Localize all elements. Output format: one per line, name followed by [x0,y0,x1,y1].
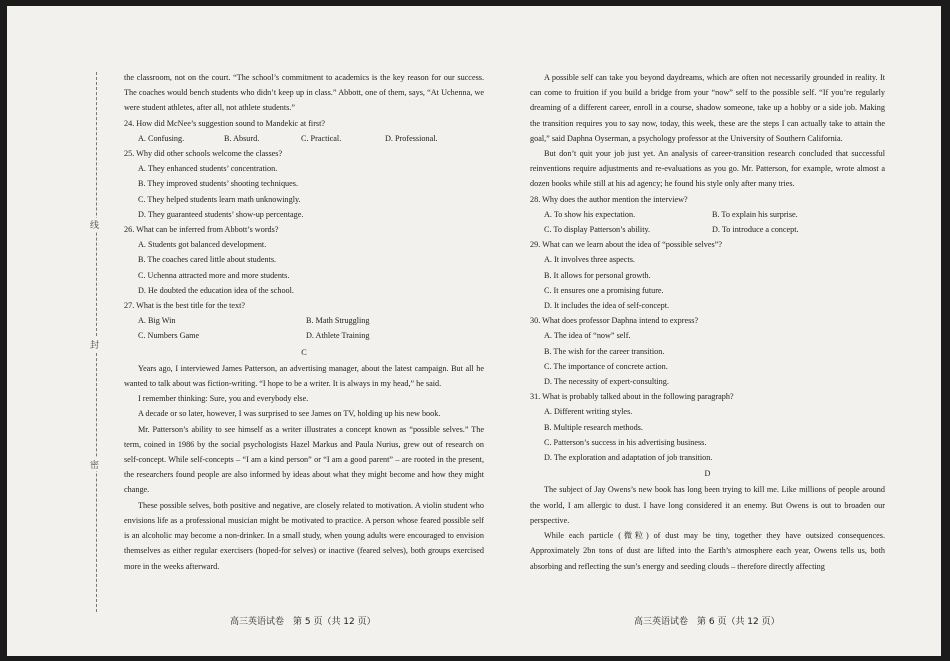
q27-option-d: D. Athlete Training [306,331,370,341]
q30-option-d: D. The necessity of expert-consulting. [544,377,669,387]
q24-option-c: C. Practical. [301,133,342,143]
q29-option-d: D. It includes the idea of self-concept. [544,301,670,311]
binding-mark-xian: 线 [90,218,99,231]
q29-option-c: C. It ensures one a promising future. [544,285,664,295]
q28-option-c: C. To display Patterson’s ability. [544,225,651,235]
q27-option-a: A. Big Win [138,316,176,326]
question-25: 25. Why did other schools welcome the classes? [124,149,283,159]
q29-option-b: B. It allows for personal growth. [544,270,651,280]
question-31: 31. What is probably talked about in the following paragraph? [530,392,734,402]
left-page-footer: 高三英语试卷 第 5 页（共 12 页） [230,617,376,627]
right-page [530,70,885,574]
q25-option-a: A. They enhanced students’ concentration. [138,164,278,174]
right-page-footer: 高三英语试卷 第 6 页（共 12 页） [634,617,780,627]
passage-c-para-2: I remember thinking: Sure, you and everybody else. [138,394,309,404]
q27-options-row1 [138,313,484,328]
q31-option-a: A. Different writing styles. [544,407,633,417]
q31-option-b: B. Multiple research methods. [544,422,643,432]
passage-c-para-3: A decade or so later, however, I was surprised to see James on TV, holding up his new book. [138,409,441,419]
passage-c-para-1: Years ago, I interviewed James Patterson, an advertising manager, about the latest campaign. But all he wanted to talk about was fiction-writing. “I hope to be a writer. It is always in my head,” he said. [124,363,484,389]
q30-option-a: A. The idea of “now” self. [544,331,631,341]
q25-option-c: C. They helped students learn math unknowingly. [138,194,301,204]
passage-d-para-1: The subject of Jay Owens’s new book has long been trying to kill me. Like millions of people around the world, I am allergic to dust. I have long considered it an enemy. But Owens is out to broaden our perspective. [530,485,885,525]
section-d-heading: D [704,469,711,479]
q28-option-b: B. To explain his surprise. [712,209,798,219]
q27-option-b: B. Math Struggling [306,316,370,326]
q29-option-a: A. It involves three aspects. [544,255,635,265]
binding-mark-feng: 封 [90,338,99,351]
q25-option-b: B. They improved students’ shooting techniques. [138,179,299,189]
q24-option-d: D. Professional. [385,133,438,143]
question-29: 29. What can we learn about the idea of “possible selves”? [530,240,722,250]
q24-option-a: A. Confusing. [138,133,185,143]
q26-option-c: C. Uchenna attracted more and more students. [138,270,290,280]
binding-mark-mi: 密 [90,458,99,471]
q28-option-a: A. To show his expectation. [544,209,636,219]
q28-options-row1 [544,207,885,222]
question-27: 27. What is the best title for the text? [124,301,246,311]
q31-option-c: C. Patterson’s success in his advertising business. [544,437,707,447]
section-c-heading: C [301,347,307,357]
q26-option-b: B. The coaches cared little about students. [138,255,277,265]
passage-c-para-6: A possible self can take you beyond daydreams, which are often not necessarily grounded in reality. It can come to fruition if you build a bridge from your “now” self to the possible self. “If you’re regularly dreaming of a different career, enroll in a course, shadow someone, take up a hobby or a side job. Making the transition requires you to say now, today, this week, these are the steps I can actually take to attain the goal,” said Daphna Oyserman, a psychology professor at the University of Southern California. [530,73,885,143]
question-28: 28. Why does the author mention the interview? [530,194,688,204]
q28-options-row2 [544,222,885,237]
q30-option-c: C. The importance of concrete action. [544,361,668,371]
q30-option-b: B. The wish for the career transition. [544,346,665,356]
q26-option-a: A. Students got balanced development. [138,240,267,250]
question-24: 24. How did McNee’s suggestion sound to Mandekic at first? [124,118,326,128]
passage-c-para-5: These possible selves, both positive and negative, are closely related to motivation. A violin student who envisions life as a professional musician might be motivated to practice. A person whose feared possible self is an alcoholic may become a non-drinker. In a small study, when young adults were encouraged to envision themselves as either regular exercisers (hoped-for selves) or inactive (feared selves), both groups exercised more in the weeks afterward. [124,500,484,571]
q28-option-d: D. To introduce a concept. [712,225,799,235]
q24-options [138,131,484,146]
passage-c-para-4: Mr. Patterson’s ability to see himself as a writer illustrates a concept known as “possible selves.” The term, coined in 1986 by the social psychologists Hazel Markus and Paula Nurius, grew out of research on self-concept. While self-concepts – “I am a kind person” or “I am a good parent” – are rooted in the present, the researchers found people are also informed by ideas about what they might become and how they might change. [124,424,484,495]
q25-option-d: D. They guaranteed students’ show-up percentage. [138,209,304,219]
passage-d-para-2: While each particle (微粒) of dust may be tiny, together they have outsized consequences. Approximately 2bn tons of dust are lifted into the Earth’s atmosphere each year, Owens tells us, both absorbing and reflecting the sun’s energy and seeding clouds – therefore directly affecting [530,531,885,571]
q27-options-row2 [138,328,484,343]
question-26: 26. What can be inferred from Abbott’s words? [124,225,279,235]
passage-b-ending: the classroom, not on the court. “The school’s commitment to academics is the key reason for our success. The coaches would bench students who didn’t keep up in class.” Abbott, one of them, says, “At Uchenna, we were student athletes, after all, not athlete students.” [124,73,484,113]
question-30: 30. What does professor Daphna intend to express? [530,316,699,326]
left-page [124,70,484,574]
q26-option-d: D. He doubted the education idea of the school. [138,285,294,295]
q24-option-b: B. Absurd. [224,133,260,143]
passage-c-para-7: But don’t quit your job just yet. An analysis of career-transition research concluded that successful reinventions require adjustments and re-evaluations as you go. Mr. Patterson, for example, wrote almost a dozen books while still at his ad agency; he found his style only after many tries. [530,149,885,189]
q31-option-d: D. The exploration and adaptation of job transition. [544,453,713,463]
q27-option-c: C. Numbers Game [138,331,200,341]
